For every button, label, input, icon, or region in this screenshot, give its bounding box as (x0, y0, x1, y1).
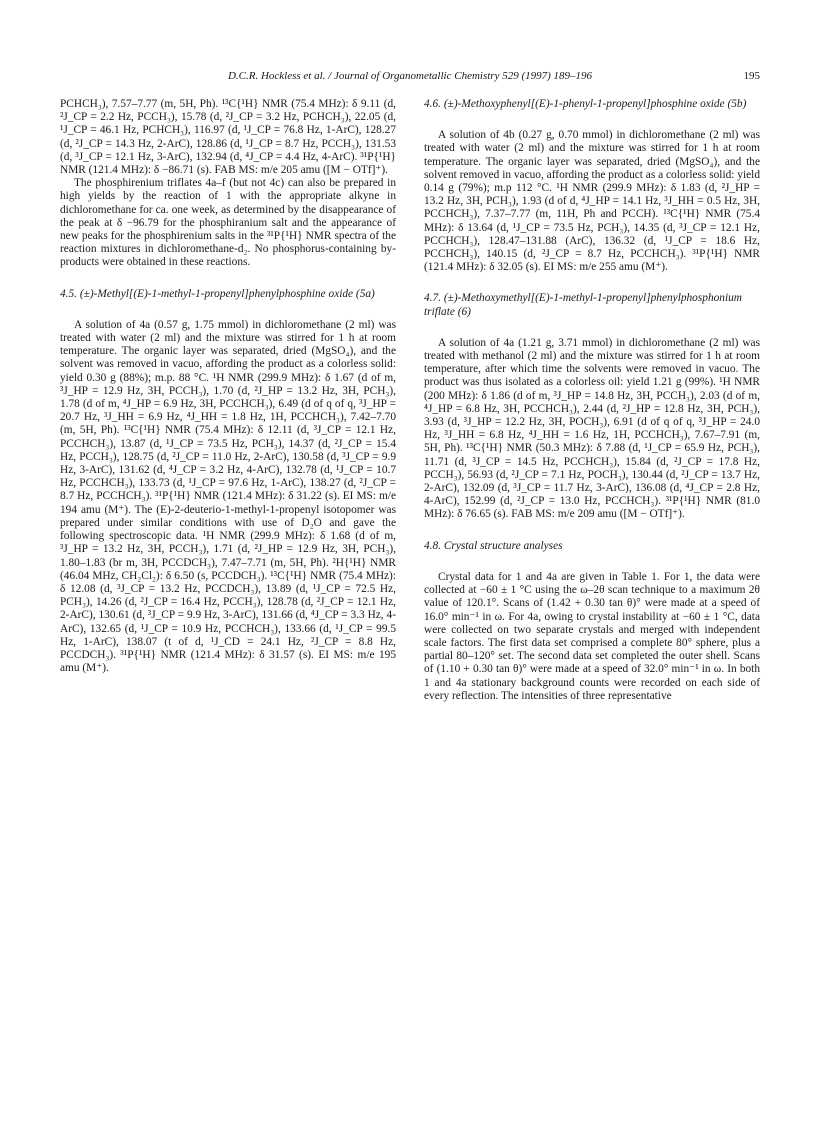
paragraph: Crystal data for 1 and 4a are given in Table 1. For 1, the data were collected at −60 ± 1 °C using the ω–2θ scan technique to a maximum 2θ value of 120.1°. Scans of (1.42 + 0.30 tan θ)° were made at a speed of 16.0° min⁻¹ in ω. For 4a, owing to crystal instability at −60 ± 1 °C, data were collected on two separate crystals and merged with independent scale factors. The first data set comprised a complete 80° sphere, plus a partial 80–120° set. The second data set completed the outer shell. Scans of (1.10 + 0.30 tan θ)° were made at a speed of 32.0° min⁻¹ in ω. In both 1 and 4a stationary background counts were recorded on each side of every reflection. The intensities of three representative (424, 570, 760, 702)
paragraph: The phosphirenium triflates 4a–f (but not 4c) can also be prepared in high yields by the reaction of 1 with the appropriate alkyne in dichloromethane for ca. one week, as determined by the disappearance of the peak at δ −96.79 for the phosphiranium salt and the appearance of new peaks for the phosphirenium salts in the ³¹P{¹H} NMR spectra of the reaction mixtures in dichloromethane-d₂. No phosphorus-containing by-products were obtained in these reactions. (60, 177, 396, 269)
paragraph: A solution of 4a (1.21 g, 3.71 mmol) in dichloromethane (2 ml) was treated with methanol (2 ml) and the mixture was stirred for 1 h at room temperature, after which time the solvents were removed in vacuo. The product was thus isolated as a colorless oil: yield 1.21 g (99%). ¹H NMR (200 MHz): δ 1.86 (d of m, ³J_HP = 14.8 Hz, 3H, PCCH₃), 2.03 (d of m, ⁴J_HP = 6.8 Hz, 3H, PCCHCH₃), 2.44 (d, ²J_HP = 12.8 Hz, 3H, PCH₃), 3.93 (d, ³J_HP = 12.2 Hz, 3H, POCH₃), 6.91 (d of q of q, ³J_HP = 24.0 Hz, ³J_HH = 6.8 Hz, ⁴J_HH = 1.6 Hz, 1H, PCCHCH₃), 7.67–7.91 (m, 5H, Ph). ¹³C{¹H} NMR (50.3 MHz): δ 7.88 (d, ¹J_CP = 65.9 Hz, PCH₃), 11.71 (d, ³J_CP = 14.5 Hz, PCCHCH₃), 15.84 (d, ²J_CP = 17.8 Hz, PCCH₃), 56.93 (d, ²J_CP = 7.1 Hz, POCH₃), 130.44 (d, ²J_CP = 13.7 Hz, 2-ArC), 132.09 (d, ³J_CP = 11.7 Hz, 3-ArC), 136.08 (d, ⁴J_CP = 2.8 Hz, 4-ArC), 152.99 (d, ²J_CP = 13.0 Hz, PCCHCH₃). ³¹P{¹H} NMR (81.0 MHz): δ 76.65 (s). FAB MS: m/e 209 amu ([M − OTf]⁺). (424, 336, 760, 521)
section-heading-4-7: 4.7. (±)-Methoxymethyl[(E)-1-methyl-1-propenyl]phenylphosphonium triflate (6) (424, 292, 742, 318)
running-header (60, 70, 760, 86)
right-column (424, 98, 760, 703)
paragraph: PCHCH₃), 7.57–7.77 (m, 5H, Ph). ¹³C{¹H} NMR (75.4 MHz): δ 9.11 (d, ²J_CP = 2.2 Hz, PCCH₃), 15.78 (d, ²J_CP = 3.2 Hz, PCHCH₃), 22.05 (d, ¹J_CP = 46.1 Hz, PCHCH₃), 116.97 (d, ¹J_CP = 76.8 Hz, 1-ArC), 128.27 (d, ²J_CP = 14.3 Hz, 2-ArC), 128.86 (d, ¹J_CP = 8.7 Hz, PCCH₃), 131.53 (d, ³J_CP = 12.1 Hz, 3-ArC), 132.94 (d, ⁴J_CP = 4.4 Hz, 4-ArC). ³¹P{¹H} NMR (121.4 MHz): δ −86.71 (s). FAB MS: m/e 205 amu ([M − OTf]⁺). (60, 98, 396, 177)
paragraph: A solution of 4b (0.27 g, 0.70 mmol) in dichloromethane (2 ml) was treated with water (2 ml) and the mixture was stirred for 1 h at room temperature. The organic layer was separated, dried (MgSO₄), and the solvent removed in vacuo, affording the product as a colorless solid: yield 0.14 g (79%); m.p 112 °C. ¹H NMR (299.9 MHz): δ 1.83 (d, ²J_HP = 13.2 Hz, 3H, PCH₃), 1.93 (d of d, ⁴J_HP = 14.1 Hz, ³J_HH = 0.5 Hz, 3H, PCCHCH₃), 7.37–7.77 (m, 11H, Ph and PCCH). ¹³C{¹H} NMR (75.4 MHz): δ 13.64 (d, ¹J_CP = 73.5 Hz, PCH₃), 14.35 (d, ³J_CP = 12.1 Hz, PCCHCH₃), 128.47–131.88 (ArC), 136.32 (d, ¹J_CP = 18.6 Hz, PCCHCH₃), 140.15 (d, ²J_CP = 8.7 Hz, PCCHCH₃). ³¹P{¹H} NMR (121.4 MHz): δ 32.05 (s). EI MS: m/e 255 amu (M⁺). (424, 129, 760, 274)
running-title: D.C.R. Hockless et al. / Journal of Organometallic Chemistry 529 (1997) 189–196 (227, 70, 593, 82)
page-number: 195 (743, 70, 760, 82)
section-heading-4-8: 4.8. Crystal structure analyses (424, 539, 563, 552)
section-heading-4-6: 4.6. (±)-Methoxyphenyl[(E)-1-phenyl-1-propenyl]phosphine oxide (5b) (424, 98, 747, 110)
section-heading-4-5: 4.5. (±)-Methyl[(E)-1-methyl-1-propenyl]phenylphosphine oxide (5a) (60, 287, 375, 300)
left-column (60, 98, 396, 675)
paragraph: A solution of 4a (0.57 g, 1.75 mmol) in dichloromethane (2 ml) was treated with water (2 ml) and the mixture was stirred for 1 h at room temperature. The organic layer was separated, dried (MgSO₄), and the solvent was removed in vacuo, affording the product as a colorless solid: yield 0.30 g (88%); m.p. 88 °C. ¹H NMR (299.9 MHz): δ 1.67 (d of m, ³J_HP = 12.9 Hz, 3H, PCCH₃), 1.70 (d, ²J_HP = 13.2 Hz, 3H, PCH₃), 1.78 (d of m, ⁴J_HP = 6.9 Hz, 3H, PCCHCH₃), 6.49 (d of q of q, ³J_HP = 20.7 Hz, ³J_HH = 6.9 Hz, ⁴J_HH = 1.8 Hz, 1H, PCCHCH₃), 7.42–7.70 (m, 5H, Ph). ¹³C{¹H} NMR (75.4 MHz): δ 12.11 (d, ³J_CP = 12.1 Hz, PCCHCH₃), 13.87 (d, ¹J_CP = 73.5 Hz, PCH₃), 14.37 (d, ²J_CP = 15.4 Hz, PCCH₃), 128.75 (d, ²J_CP = 11.0 Hz, 2-ArC), 130.58 (d, ³J_CP = 9.9 Hz, 3-ArC), 131.62 (d, ⁴J_CP = 3.2 Hz, 4-ArC), 132.78 (d, ¹J_CP = 10.7 Hz, PCCHCH₃), 133.73 (d, ¹J_CP = 97.6 Hz, 1-ArC), 138.27 (d, ²J_CP = 8.7 Hz, PCCHCH₃). ³¹P{¹H} NMR (121.4 MHz): δ 31.22 (s). EI MS: m/e 194 amu (M⁺). The (E)-2-deuterio-1-methyl-1-propenyl isotopomer was prepared under similar conditions with use of D₂O and gave the following spectroscopic data. ¹H NMR (299.9 MHz): δ 1.68 (d of m, ³J_HP = 13.2 Hz, 3H, PCCH₃), 1.71 (d, ²J_HP = 12.9 Hz, 3H, PCH₃), 1.80–1.83 (br m, 3H, PCCDCH₃), 7.47–7.71 (m, 5H, Ph). ²H{¹H} NMR (46.04 MHz, CH₂Cl₂): δ 6.50 (s, PCCDCH₃). ¹³C{¹H} NMR (75.4 MHz): δ 12.08 (d, ³J_CP = 13.2 Hz, PCCDCH₃), 13.89 (d, ¹J_CP = 72.5 Hz, PCH₃), 14.26 (d, ²J_CP = 16.4 Hz, PCCH₃), 128.78 (d, ²J_CP = 12.1 Hz, 2-ArC), 130.61 (d, ³J_CP = 9.9 Hz, 3-ArC), 131.66 (d, ⁴J_CP = 3.3 Hz, 4-ArC), 132.65 (d, ¹J_CP = 10.9 Hz, PCCHCH₃), 133.66 (d, ¹J_CP = 99.5 Hz, 1-ArC), 138.07 (t of d, ¹J_CD = 24.1 Hz, ²J_CP = 8.8 Hz, PCCDCH₃). ³¹P{¹H} NMR (121.4 MHz): δ 31.57 (s). EI MS: m/e 195 amu (M⁺). (60, 318, 396, 675)
